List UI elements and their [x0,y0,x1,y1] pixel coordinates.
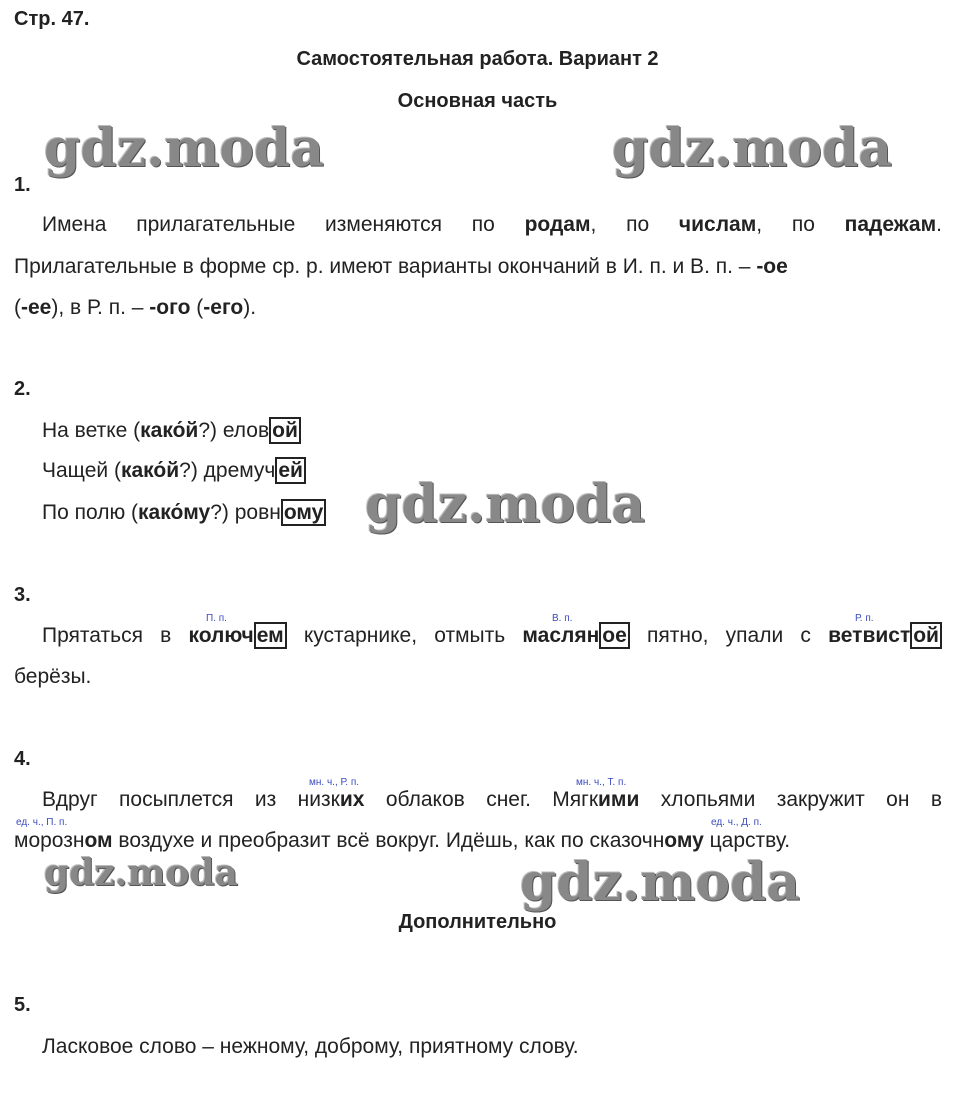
watermark-logo: gdz.moda [365,474,646,535]
watermark-logo: gdz.moda [44,852,238,894]
case-annotation: мн. ч., Т. п. [576,777,627,788]
page-title: Самостоятельная работа. Вариант 2 [296,48,659,70]
section-heading-main: Основная часть [397,90,558,112]
page-label: Стр. 47. [14,8,90,30]
case-annotation: ед. ч., Д. п. [711,817,762,828]
case-annotation: мн. ч., Р. п. [309,777,360,788]
watermark-logo: gdz.moda [44,118,325,179]
task1-line2: Прилагательные в форме ср. р. имеют варианты окончаний в И. п. и В. п. – -ое [14,255,788,278]
task-number: 2. [14,378,31,400]
task-number: 5. [14,994,31,1016]
task2-row: По полю (како́му?) ровн ому [42,500,326,526]
task2-row: Чащей (како́й?) дремуч ей [42,458,306,484]
task5-answer: Ласковое слово – нежному, доброму, приятному слову. [42,1035,579,1058]
case-annotation: П. п. [206,613,227,624]
task3-line1: Прятаться в колюч ем кустарнике, отмыть маслян ое пятно, упали с ветвист ой [42,623,942,649]
case-annotation: Р. п. [855,613,874,624]
task2-row: На ветке (како́й?) елов ой [42,418,301,444]
task4-line1: Вдруг посыплется из низких облаков снег. Мягкими хлопьями закружит он в [42,788,943,811]
task1-line1: Имена прилагательные изменяются по родам, по числам, по падежам. [42,213,942,236]
case-annotation: В. п. [552,613,573,624]
task-number: 1. [14,174,31,196]
section-heading-extra: Дополнительно [398,911,557,933]
task3-line2: берёзы. [14,665,92,688]
watermark-logo: gdz.moda [612,118,893,179]
task1-line3: (-ее), в Р. п. – -ого (-его). [14,296,257,319]
case-annotation: ед. ч., П. п. [16,817,68,828]
task4-line2: морозном воздухе и преобразит всё вокруг. Идёшь, как по сказочному царству. [14,829,791,852]
watermark-logo: gdz.moda [520,852,801,913]
task-number: 4. [14,748,31,770]
task-number: 3. [14,584,31,606]
